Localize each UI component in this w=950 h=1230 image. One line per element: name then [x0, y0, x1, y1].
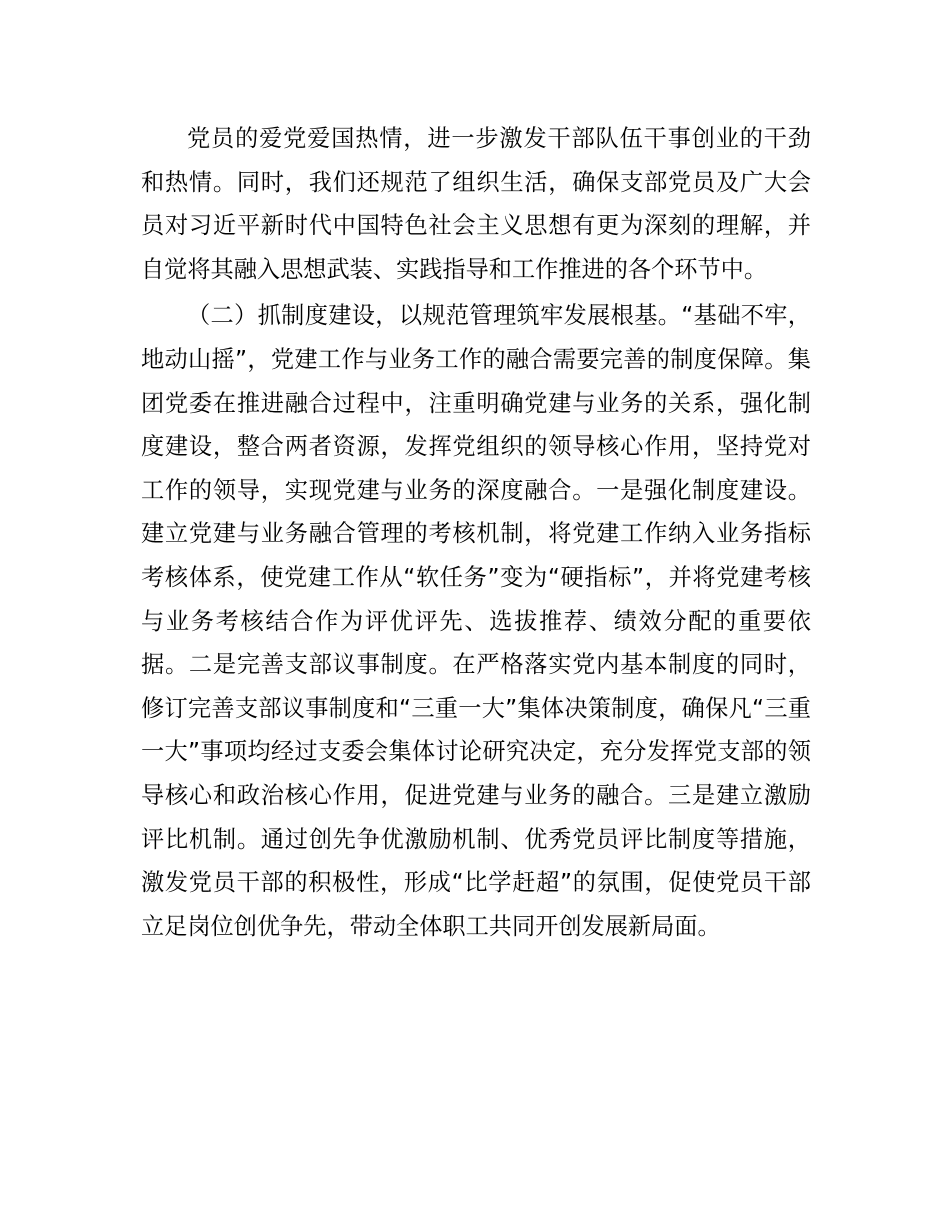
- document-body: [141, 117, 811, 948]
- paragraph-1: 党员的爱党爱国热情，进一步激发干部队伍干事创业的干劲和热情。同时，我们还规范了组织生活，确保支部党员及广大会员对习近平新时代中国特色社会主义思想有更为深刻的理解，并自觉将其融入思想武装、实践指导和工作推进的各个环节中。: [141, 125, 811, 283]
- paragraph-2: （二）抓制度建设，以规范管理筑牢发展根基。“基础不牢，地动山摇”，党建工作与业务工作的融合需要完善的制度保障。集团党委在推进融合过程中，注重明确党建与业务的关系，强化制度建设，整合两者资源，发挥党组织的领导核心作用，坚持党对工作的领导，实现党建与业务的深度融合。一是强化制度建设。建立党建与业务融合管理的考核机制，将党建工作纳入业务指标考核体系，使党建工作从“软任务”变为“硬指标”，并将党建考核与业务考核结合作为评优评先、选拔推荐、绩效分配的重要依据。二是完善支部议事制度。在严格落实党内基本制度的同时，修订完善支部议事制度和“三重一大”集体决策制度，确保凡“三重一大”事项均经过支委会集体讨论研究决定，充分发挥党支部的领导核心和政治核心作用，促进党建与业务的融合。三是建立激励评比机制。通过创先争优激励机制、优秀党员评比制度等措施，激发党员干部的积极性，形成“比学赶超”的氛围，促使党员干部立足岗位创优争先，带动全体职工共同开创发展新局面。: [141, 302, 811, 940]
